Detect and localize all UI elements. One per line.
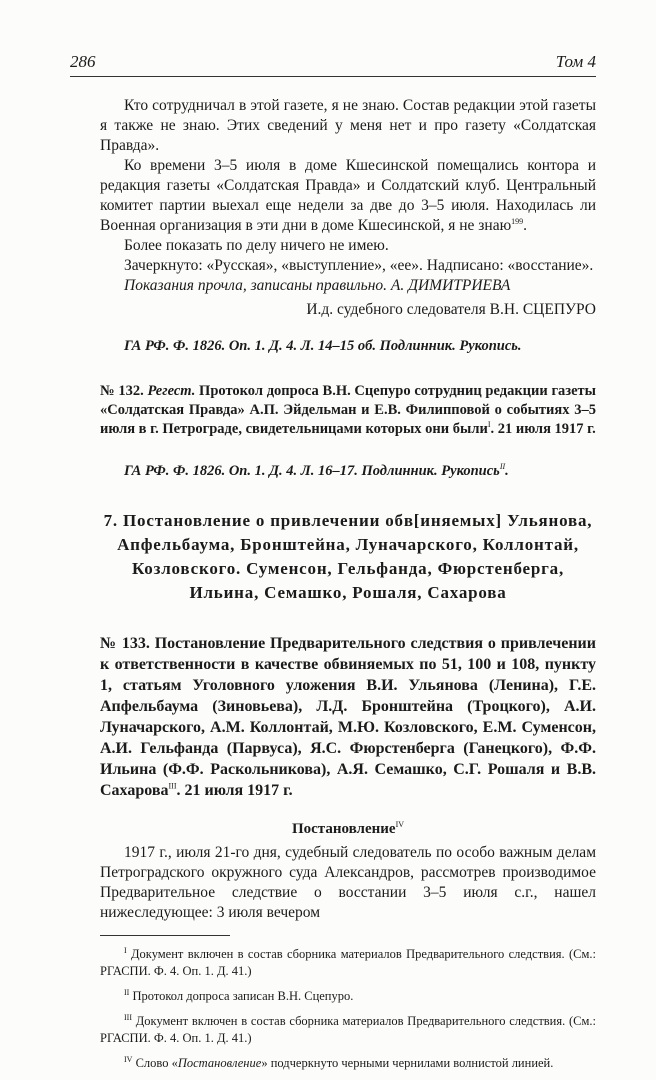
note-ref: I: [487, 420, 491, 430]
archive-reference: ГА РФ. Ф. 1826. Оп. 1. Д. 4. Л. 14–15 об. Подлинник. Рукопись.: [124, 338, 522, 354]
footnote-rule: [100, 935, 230, 936]
document-title: [100, 633, 596, 801]
archive-end: .: [505, 463, 509, 479]
footnote: [100, 1055, 596, 1072]
section-title: 7. Постановление о привлечении обв[иняемых] Ульянова, Апфельбаума, Бронштейна, Луначарского, Коллонтай, Козловского. Суменсон, Гельфанда, Фюрстенберга, Ильина, Семашко, Рошаля, Сахарова: [103, 511, 593, 602]
footnote-mark: IV: [124, 1054, 133, 1064]
document-subhead: [100, 819, 596, 839]
page-content: [100, 96, 596, 1080]
footnote-text: Документ включен в состав сборника материалов Предварительного следствия. (См.: РГАСПИ. Ф. 4. Оп. 1. Д. 41.): [100, 947, 596, 978]
paragraph-text: Показания прочла, записаны правильно. А. ДИМИТРИЕВА: [124, 277, 511, 294]
footnote: [100, 988, 596, 1005]
footnote: [100, 946, 596, 980]
footnote-mark: III: [124, 1012, 132, 1022]
paragraph-text: Кто сотрудничал в этой газете, я не знаю. Состав редакции этой газеты я также не знаю. Этих сведений у меня нет и про газету «Солдатская Правда».: [100, 97, 596, 154]
footnote-text: Документ включен в состав сборника материалов Предварительного следствия. (См.: РГАСПИ. Ф. 4. Оп. 1. Д. 41.): [100, 1014, 597, 1045]
paragraph: [100, 96, 596, 156]
footnote-mark: II: [124, 987, 130, 997]
footnote-text: Слово «: [135, 1056, 178, 1070]
paragraph-text: Зачеркнуто: «Русская», «выступление», «ее». Надписано: «восстание».: [124, 257, 594, 274]
header-rule: [70, 76, 596, 77]
document-text: 1917 г., июля 21-го дня, судебный следователь по особо важным делам Петроградского окружного суда Александров, рассмотрев производимое Предварительное следствие о восстании 3–5 июля с.г., нашел нижеследующее: 3 июля вечером: [100, 844, 596, 921]
paragraph: [100, 276, 596, 296]
paragraph: [100, 256, 596, 276]
regest-number: № 132.: [100, 383, 148, 399]
paragraph: [100, 236, 596, 256]
page-number: 286: [70, 52, 96, 71]
signature: И.д. судебного следователя В.Н. СЦЕПУРО: [306, 301, 596, 318]
footnote: [100, 1013, 596, 1047]
note-ref: II: [499, 462, 506, 472]
paragraph: Ко времени 3–5 июля в доме Кшесинской помещались контора и редакция газеты «Солдатская Правда» и Солдатский клуб. Центральный комитет партии выехал еще недели за две до 3–5 июля. Находилась ли Военная организация в эти дни в доме Кшесинской, я не знаю$^{199}$.: [100, 157, 596, 234]
paragraph-text: Более показать по делу ничего не имею.: [124, 237, 389, 254]
volume-label: Том 4: [555, 52, 596, 71]
regest-date: . 21 июля 1917 г.: [490, 421, 596, 437]
note-ref: IV: [395, 820, 405, 829]
footnote-text: » подчеркнуто черными чернилами волнистой линией.: [261, 1056, 554, 1070]
regest-entry: [100, 382, 596, 439]
footnote-emphasis: Постановление: [177, 1056, 262, 1070]
archive-text: ГА РФ. Ф. 1826. Оп. 1. Д. 4. Л. 16–17. Подлинник. Рукопись: [124, 463, 500, 479]
document-title-text: № 133. Постановление Предварительного следствия о привлечении к ответственности в качестве обвиняемых по 51, 100 и 108, пункту 1, статьям Уголовного уложения В.И. Ульянова (Ленина), Г.Е. Апфельбаума (Зиновьева), Л.Д. Бронштейна (Троцкого), А.И. Луначарского, А.М. Коллонтай, М.Ю. Козловского, Е.М. Суменсон, А.И. Гельфанда (Парвуса), Я.С. Фюрстенберга (Ганецкого), Ф.Ф. Ильина (Ф.Ф. Раскольникова), А.Я. Семашко, С.Г. Рошаля и В.В. Сахарова: [100, 635, 596, 799]
note-ref: III: [168, 781, 177, 791]
footnote-text: Протокол допроса записан В.Н. Сцепуро.: [132, 989, 354, 1003]
archive-reference: [100, 461, 596, 481]
regest-text: Протокол допроса В.Н. Сцепуро сотрудниц редакции газеты «Солдатская Правда» А.П. Эйдельман и Е.В. Филипповой о событиях 3–5 июля в г. Петрограде, свидетельницами которых они были: [100, 383, 596, 437]
footnote-mark: I: [124, 945, 127, 955]
subhead-text: Постановление: [291, 821, 396, 837]
page-header: [70, 52, 596, 72]
document-date: . 21 июля 1917 г.: [176, 782, 293, 799]
paragraph-text: Ко времени 3–5 июля в доме Кшесинской помещались контора и редакция газеты «Солдатская Правда» и Солдатский клуб. Центральный комитет партии выехал еще недели за две до 3–5 июля. Находилась ли Военная организация в эти дни в доме Кшесинской, я не знаю: [100, 157, 596, 234]
note-ref: 199: [511, 216, 524, 226]
regest-label: Регест.: [147, 383, 200, 399]
